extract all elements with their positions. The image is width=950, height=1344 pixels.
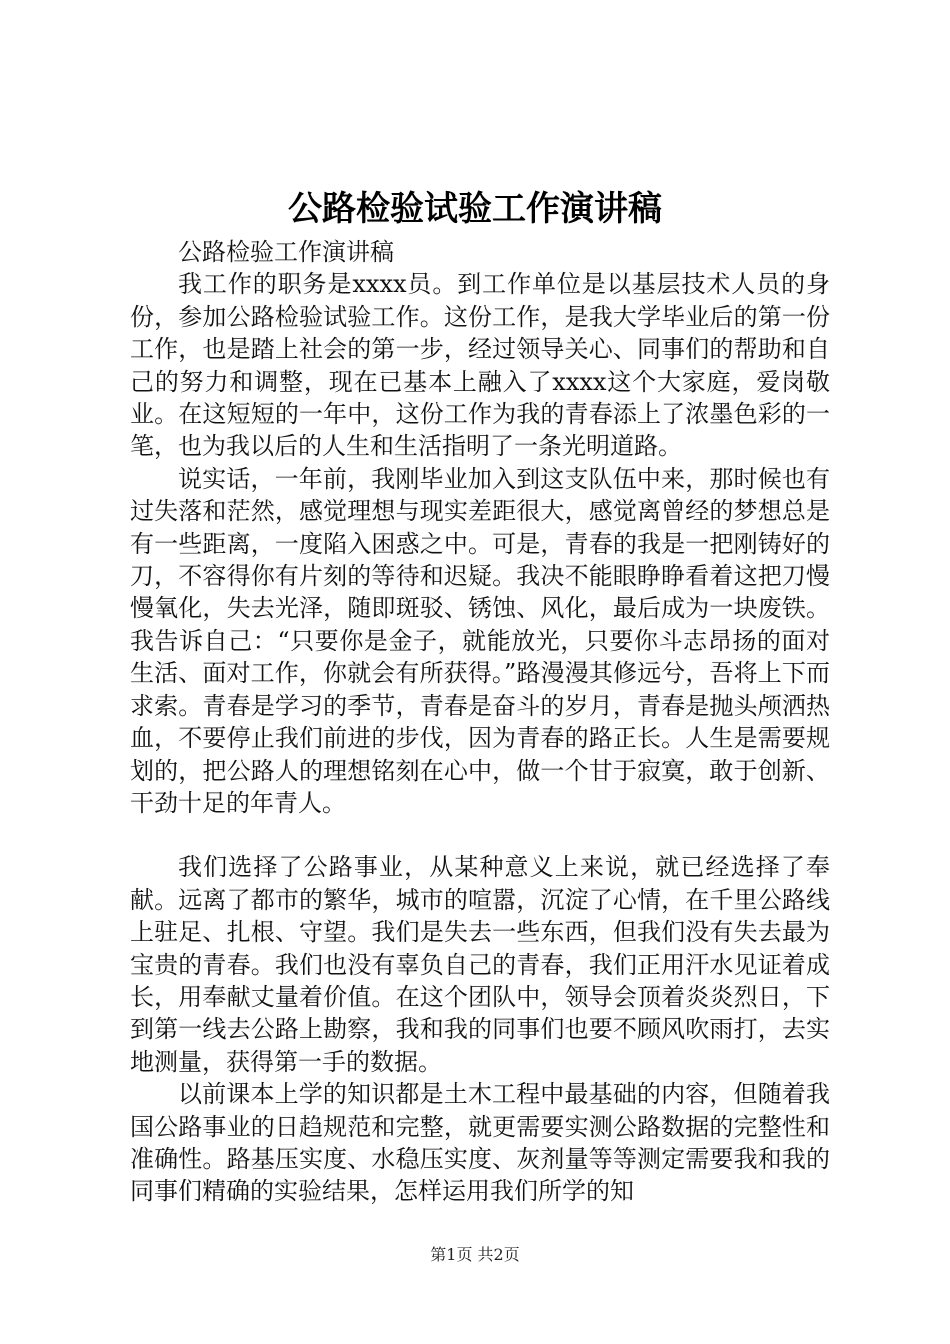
page-footer: 第1页 共2页 (430, 1245, 520, 1264)
paragraph-knowledge: 以前课本上学的知识都是土木工程中最基础的内容，但随着我国公路事业的日趋规范和完整，就更需要实测公路数据的完整性和准确性。路基压实度、水稳压实度、灰剂量等等测定需要我和我的同事们精确的实验结果，怎样运用我们所学的知 (130, 1080, 830, 1206)
paragraph-subtitle: 公路检验工作演讲稿 (178, 238, 394, 266)
document-body (130, 236, 830, 1208)
paragraph-job-intro: 我工作的职务是xxxx员。到工作单位是以基层技术人员的身份，参加公路检验试验工作。这份工作，是我大学毕业后的第一份工作，也是踏上社会的第一步，经过领导关心、同事们的帮助和自己的努力和调整，现在已基本上融入了xxxx这个大家庭，爱岗敬业。在这短短的一年中，这份工作为我的青春添上了浓墨色彩的一笔，也为我以后的人生和生活指明了一条光明道路。 (130, 270, 830, 461)
paragraph-dedication: 我们选择了公路事业，从某种意义上来说，就已经选择了奉献。远离了都市的繁华，城市的喧嚣，沉淀了心情，在千里公路线上驻足、扎根、守望。我们是失去一些东西，但我们没有失去最为宝贵的青春。我们也没有辜负自己的青春，我们正用汗水见证着成长，用奉献丈量着价值。在这个团队中，领导会顶着炎炎烈日，下到第一线去公路上勘察，我和我的同事们也要不顾风吹雨打，去实地测量，获得第一手的数据。 (130, 853, 830, 1076)
document-title: 公路检验试验工作演讲稿 (288, 189, 662, 229)
paragraph-youth: 说实话，一年前，我刚毕业加入到这支队伍中来，那时候也有过失落和茫然，感觉理想与现实差距很大，感觉离曾经的梦想总是有一些距离，一度陷入困惑之中。可是，青春的我是一把刚铸好的刀，不容得你有片刻的等待和迟疑。我决不能眼睁睁看着这把刀慢慢氧化，失去光泽，随即斑驳、锈蚀、风化，最后成为一块废铁。我告诉自己：“只要你是金子，就能放光，只要你斗志昂扬的面对生活、面对工作，你就会有所获得。”路漫漫其修远兮，吾将上下而求索。青春是学习的季节，青春是奋斗的岁月，青春是抛头颅洒热血，不要停止我们前进的步伐，因为青春的路正长。人生是需要规划的，把公路人的理想铭刻在心中，做一个甘于寂寞，敢于创新、干劲十足的年青人。 (130, 464, 830, 817)
